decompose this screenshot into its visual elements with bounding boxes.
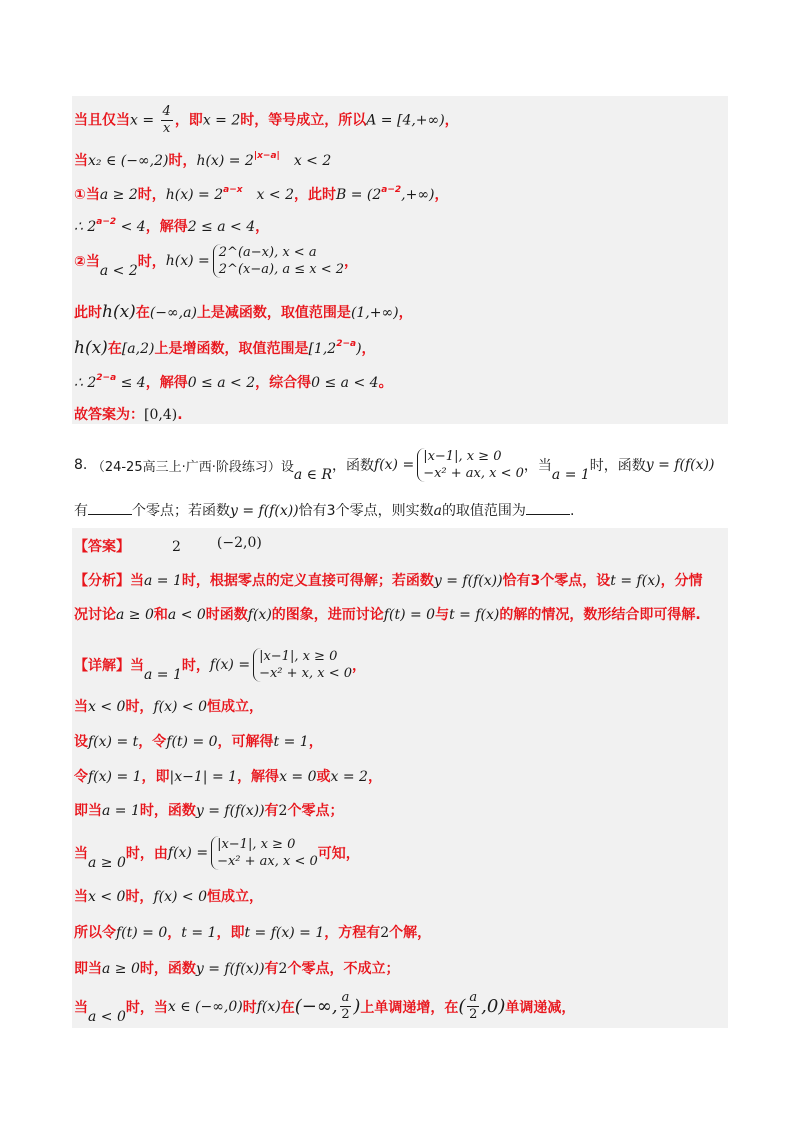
math: f(x) = 1 [88, 769, 142, 785]
text: 时，当 [125, 999, 168, 1016]
case: |x−1|, x ≥ 0 [217, 837, 296, 852]
detail-line-10 [74, 990, 575, 1023]
text: ，解得 [237, 769, 280, 785]
analysis-line-1 [74, 570, 703, 590]
superscript: a−x [223, 185, 243, 195]
text: 时， [168, 153, 197, 169]
detail-line-9 [74, 958, 399, 978]
superscript: 2−a [336, 339, 357, 349]
analysis-line-2 [74, 604, 701, 624]
math: 0 ≤ a < 2 [187, 375, 256, 391]
denominator: x [163, 121, 171, 136]
text: 所以令 [74, 925, 116, 941]
piecewise [213, 244, 344, 278]
text: 即当 [74, 961, 102, 977]
text: ，令 [138, 734, 167, 750]
case: |x−1|, x ≥ 0 [259, 649, 338, 664]
case: −x² + x, x < 0 [259, 666, 353, 681]
math: h(x) = 2 [196, 153, 254, 169]
math: 2 [380, 925, 390, 941]
text: 当 [130, 658, 144, 674]
text: 在 [107, 341, 122, 357]
text: 有 [264, 803, 279, 819]
math: 0 ≤ a < 4 [311, 375, 379, 391]
detail-line-7 [74, 886, 263, 906]
prev-line-9 [74, 404, 183, 424]
text: ， [367, 769, 382, 785]
math: t = 1 [181, 925, 217, 941]
text: 时， [125, 889, 154, 905]
text: ，分情 [660, 573, 703, 589]
text: 故答案为： [74, 407, 144, 423]
math: f(t) = 0 [116, 925, 168, 941]
prev-line-1 [74, 104, 459, 137]
text: 时， [137, 254, 166, 270]
text: 与 [435, 607, 450, 623]
math: h(x) [102, 302, 136, 322]
answer-value-1: 2 [172, 539, 181, 555]
text: 当 [74, 153, 88, 169]
math: a = 1 [144, 667, 182, 683]
text: ，解得 [145, 375, 188, 391]
math: f(x) < 0 [153, 699, 207, 715]
answer-blank-1[interactable] [88, 502, 132, 515]
math: B = (2 [335, 187, 382, 203]
text: 时，函数 [139, 961, 196, 977]
text: 上单调递增，在 [360, 999, 459, 1016]
text: 和 [153, 607, 168, 623]
text: 时，函数 [589, 458, 646, 474]
question-line-2 [74, 500, 574, 520]
case: 2^(x−a), a ≤ x < 2 [218, 262, 344, 277]
text: 况讨论 [74, 607, 116, 623]
math: x = 2 [202, 112, 241, 129]
math: h(x) = 2 [165, 187, 224, 203]
text: . [569, 503, 575, 519]
case: −x² + ax, x < 0 [423, 466, 524, 481]
text: ， [444, 112, 459, 129]
text: 时，函数 [139, 803, 196, 819]
text: 时， [181, 658, 210, 674]
text: ②当 [74, 254, 100, 270]
text: 个零点； [287, 803, 344, 819]
math: a ≥ 2 [99, 187, 138, 203]
math: ) [353, 996, 361, 1017]
detail-line-5 [74, 800, 343, 820]
text: ， [167, 925, 182, 941]
math: (−∞,a) [149, 305, 197, 321]
text: 当 [74, 846, 88, 862]
analysis-label: 【分析】 [74, 573, 130, 589]
math: f(t) = 0 [383, 607, 436, 623]
text: ，此时 [293, 187, 336, 203]
math: [a,2) [121, 341, 155, 357]
question-source: （24-25高三上·广西·阶段练习）设 [91, 459, 294, 475]
fraction [467, 990, 479, 1023]
math: h(x) [74, 338, 108, 358]
superscript: a−2 [381, 185, 402, 195]
math: [1,2 [308, 341, 337, 357]
answer-label: 【答案】 [74, 539, 130, 555]
math: f(t) = 0 [166, 734, 218, 750]
math: t = f(x) = 1 [244, 925, 325, 941]
math: x < 2 [293, 153, 332, 169]
math: a < 2 [99, 263, 138, 279]
math: x < 0 [88, 889, 126, 905]
math: y = f(f(x)) [645, 457, 715, 473]
math: f(x) = [209, 657, 251, 673]
text: 有 [74, 503, 88, 519]
math: y = f(f(x)) [433, 573, 503, 589]
superscript: a−2 [96, 217, 117, 227]
text: ①当 [74, 187, 100, 203]
text: 时函数 [205, 607, 248, 623]
math: ∴ 2 [74, 219, 97, 235]
text: ，即 [174, 112, 203, 129]
math: a < 0 [88, 1008, 126, 1025]
math: 2 ≤ a < 4 [187, 219, 256, 235]
prev-line-4 [74, 216, 269, 236]
text: 个零点；若函数 [132, 503, 230, 519]
text: 此时 [74, 305, 102, 321]
math: a < 0 [167, 607, 206, 623]
text: ，即 [216, 925, 245, 941]
math: ,0) [481, 996, 506, 1017]
math: a ≥ 0 [88, 855, 126, 871]
question-line-1 [74, 448, 714, 482]
prev-line-5 [74, 244, 358, 278]
detail-line-4 [74, 766, 382, 786]
numerator: a [341, 990, 350, 1005]
text: ，函数 [332, 458, 375, 474]
text: 恒成立， [206, 699, 263, 715]
math: |x−1| = 1 [169, 769, 238, 785]
numerator: 4 [162, 104, 171, 119]
math: x < 0 [88, 699, 126, 715]
detail-line-8 [74, 922, 431, 942]
math: y = f(f(x)) [195, 961, 265, 977]
math: a ≥ 0 [102, 961, 140, 977]
question-number: 8. [74, 457, 88, 473]
math: t = 1 [273, 734, 309, 750]
math: f(x) = t [88, 734, 139, 750]
math: x ∈ (−∞,0) [167, 998, 243, 1015]
text: 时 [242, 999, 257, 1016]
text: ， [398, 305, 413, 321]
answer-line [74, 536, 262, 556]
math: t = f(x) [610, 573, 661, 589]
denominator: 2 [469, 1007, 478, 1022]
piecewise [211, 836, 318, 870]
text: 当 [74, 889, 88, 905]
text: ， [255, 219, 270, 235]
math: a = 1 [102, 803, 140, 819]
math: ∴ 2 [74, 375, 97, 391]
text: ， [344, 254, 358, 270]
math: ( [458, 996, 466, 1017]
text: 上是增函数，取值范围是 [154, 341, 309, 357]
answer-value-2: (−2,0) [216, 535, 262, 551]
math: x = 0 [279, 769, 317, 785]
math: < 4 [116, 219, 146, 235]
math: f(x) = [374, 457, 415, 473]
text: ，即 [141, 769, 170, 785]
math: f(x) = [167, 845, 209, 861]
text: 当且仅当 [74, 112, 130, 129]
text: 可知， [317, 846, 360, 862]
math: (−∞, [294, 996, 338, 1017]
math: a ≥ 0 [116, 607, 154, 623]
fraction [161, 104, 173, 137]
math: a [433, 503, 442, 519]
math: ,+∞) [401, 187, 435, 203]
text: 或 [316, 769, 331, 785]
math: x₂ ∈ (−∞,2) [88, 153, 169, 169]
text: 时，根据零点的定义直接可得解；若函数 [181, 573, 434, 589]
text: 在 [280, 999, 295, 1016]
math: a ∈ R [293, 467, 333, 483]
prev-line-2 [74, 150, 331, 170]
text: ， [434, 187, 449, 203]
text: . [177, 407, 183, 423]
prev-line-3 [74, 184, 448, 204]
detail-label: 【详解】 [74, 658, 130, 674]
superscript: |x−a| [253, 151, 280, 161]
math: ≤ 4 [116, 375, 146, 391]
piecewise [417, 448, 524, 482]
text: 令 [74, 769, 88, 785]
math: x < 2 [256, 187, 294, 203]
text: ，综合得 [255, 375, 312, 391]
text: 有 [264, 961, 279, 977]
case: 2^(a−x), x < a [218, 245, 317, 260]
math: t = f(x) [449, 607, 500, 623]
case: |x−1|, x ≥ 0 [423, 449, 502, 464]
text: ，当 [523, 458, 552, 474]
text: 的图象，进而讨论 [271, 607, 384, 623]
text: 恰有3个零点，则实数 [298, 503, 434, 519]
text: ， [308, 734, 323, 750]
text: 恰有3个零点，设 [502, 573, 611, 589]
detail-line-2 [74, 696, 263, 716]
text: 当 [130, 573, 144, 589]
math: y = f(f(x)) [230, 503, 299, 519]
prev-line-6 [74, 302, 413, 322]
text: 在 [135, 305, 150, 321]
text: 即当 [74, 803, 102, 819]
math: f(x) [256, 998, 281, 1015]
math: (1,+∞) [350, 305, 399, 321]
math: 2 [278, 961, 288, 977]
text: 上是减函数，取值范围是 [196, 305, 351, 321]
math: A = [4,+∞) [366, 112, 445, 129]
math: a = 1 [551, 467, 590, 483]
text: 时， [137, 187, 166, 203]
detail-line-6 [74, 836, 360, 870]
prev-line-7 [74, 338, 376, 358]
prev-line-8 [74, 372, 393, 392]
math: x = [130, 112, 159, 129]
math: a = 1 [144, 573, 182, 589]
case: −x² + ax, x < 0 [217, 854, 318, 869]
text: 。 [378, 375, 393, 391]
math: 2 [278, 803, 288, 819]
denominator: 2 [341, 1007, 350, 1022]
math: f(x) < 0 [153, 889, 207, 905]
math: f(x) [247, 607, 272, 623]
fraction [340, 990, 352, 1023]
text: ， [361, 341, 376, 357]
math: [0,4) [144, 407, 178, 423]
text: 时，由 [125, 846, 168, 862]
text: 个解， [389, 925, 432, 941]
text: 当 [74, 999, 88, 1016]
text: 时，等号成立，所以 [240, 112, 367, 129]
answer-blank-2[interactable] [526, 502, 570, 515]
text: 的取值范围为 [441, 503, 526, 519]
text: 单调递减， [505, 999, 576, 1016]
text: 当 [74, 699, 88, 715]
math: h(x) = [165, 253, 210, 269]
piecewise [253, 648, 352, 682]
numerator: a [469, 990, 478, 1005]
text: 恒成立， [206, 889, 263, 905]
text: 设 [74, 734, 88, 750]
math: x = 2 [330, 769, 368, 785]
detail-line-1 [74, 648, 366, 682]
text: 个零点，不成立； [287, 961, 400, 977]
text: ，方程有 [324, 925, 381, 941]
text: ， [352, 658, 367, 674]
text: ，解得 [145, 219, 188, 235]
superscript: 2−a [96, 373, 117, 383]
math: y = f(f(x)) [195, 803, 265, 819]
math: ) [356, 341, 362, 357]
text: 的解的情况，数形结合即可得解. [499, 607, 701, 623]
text: ，可解得 [217, 734, 274, 750]
detail-line-3 [74, 731, 323, 751]
text: 时， [125, 699, 154, 715]
